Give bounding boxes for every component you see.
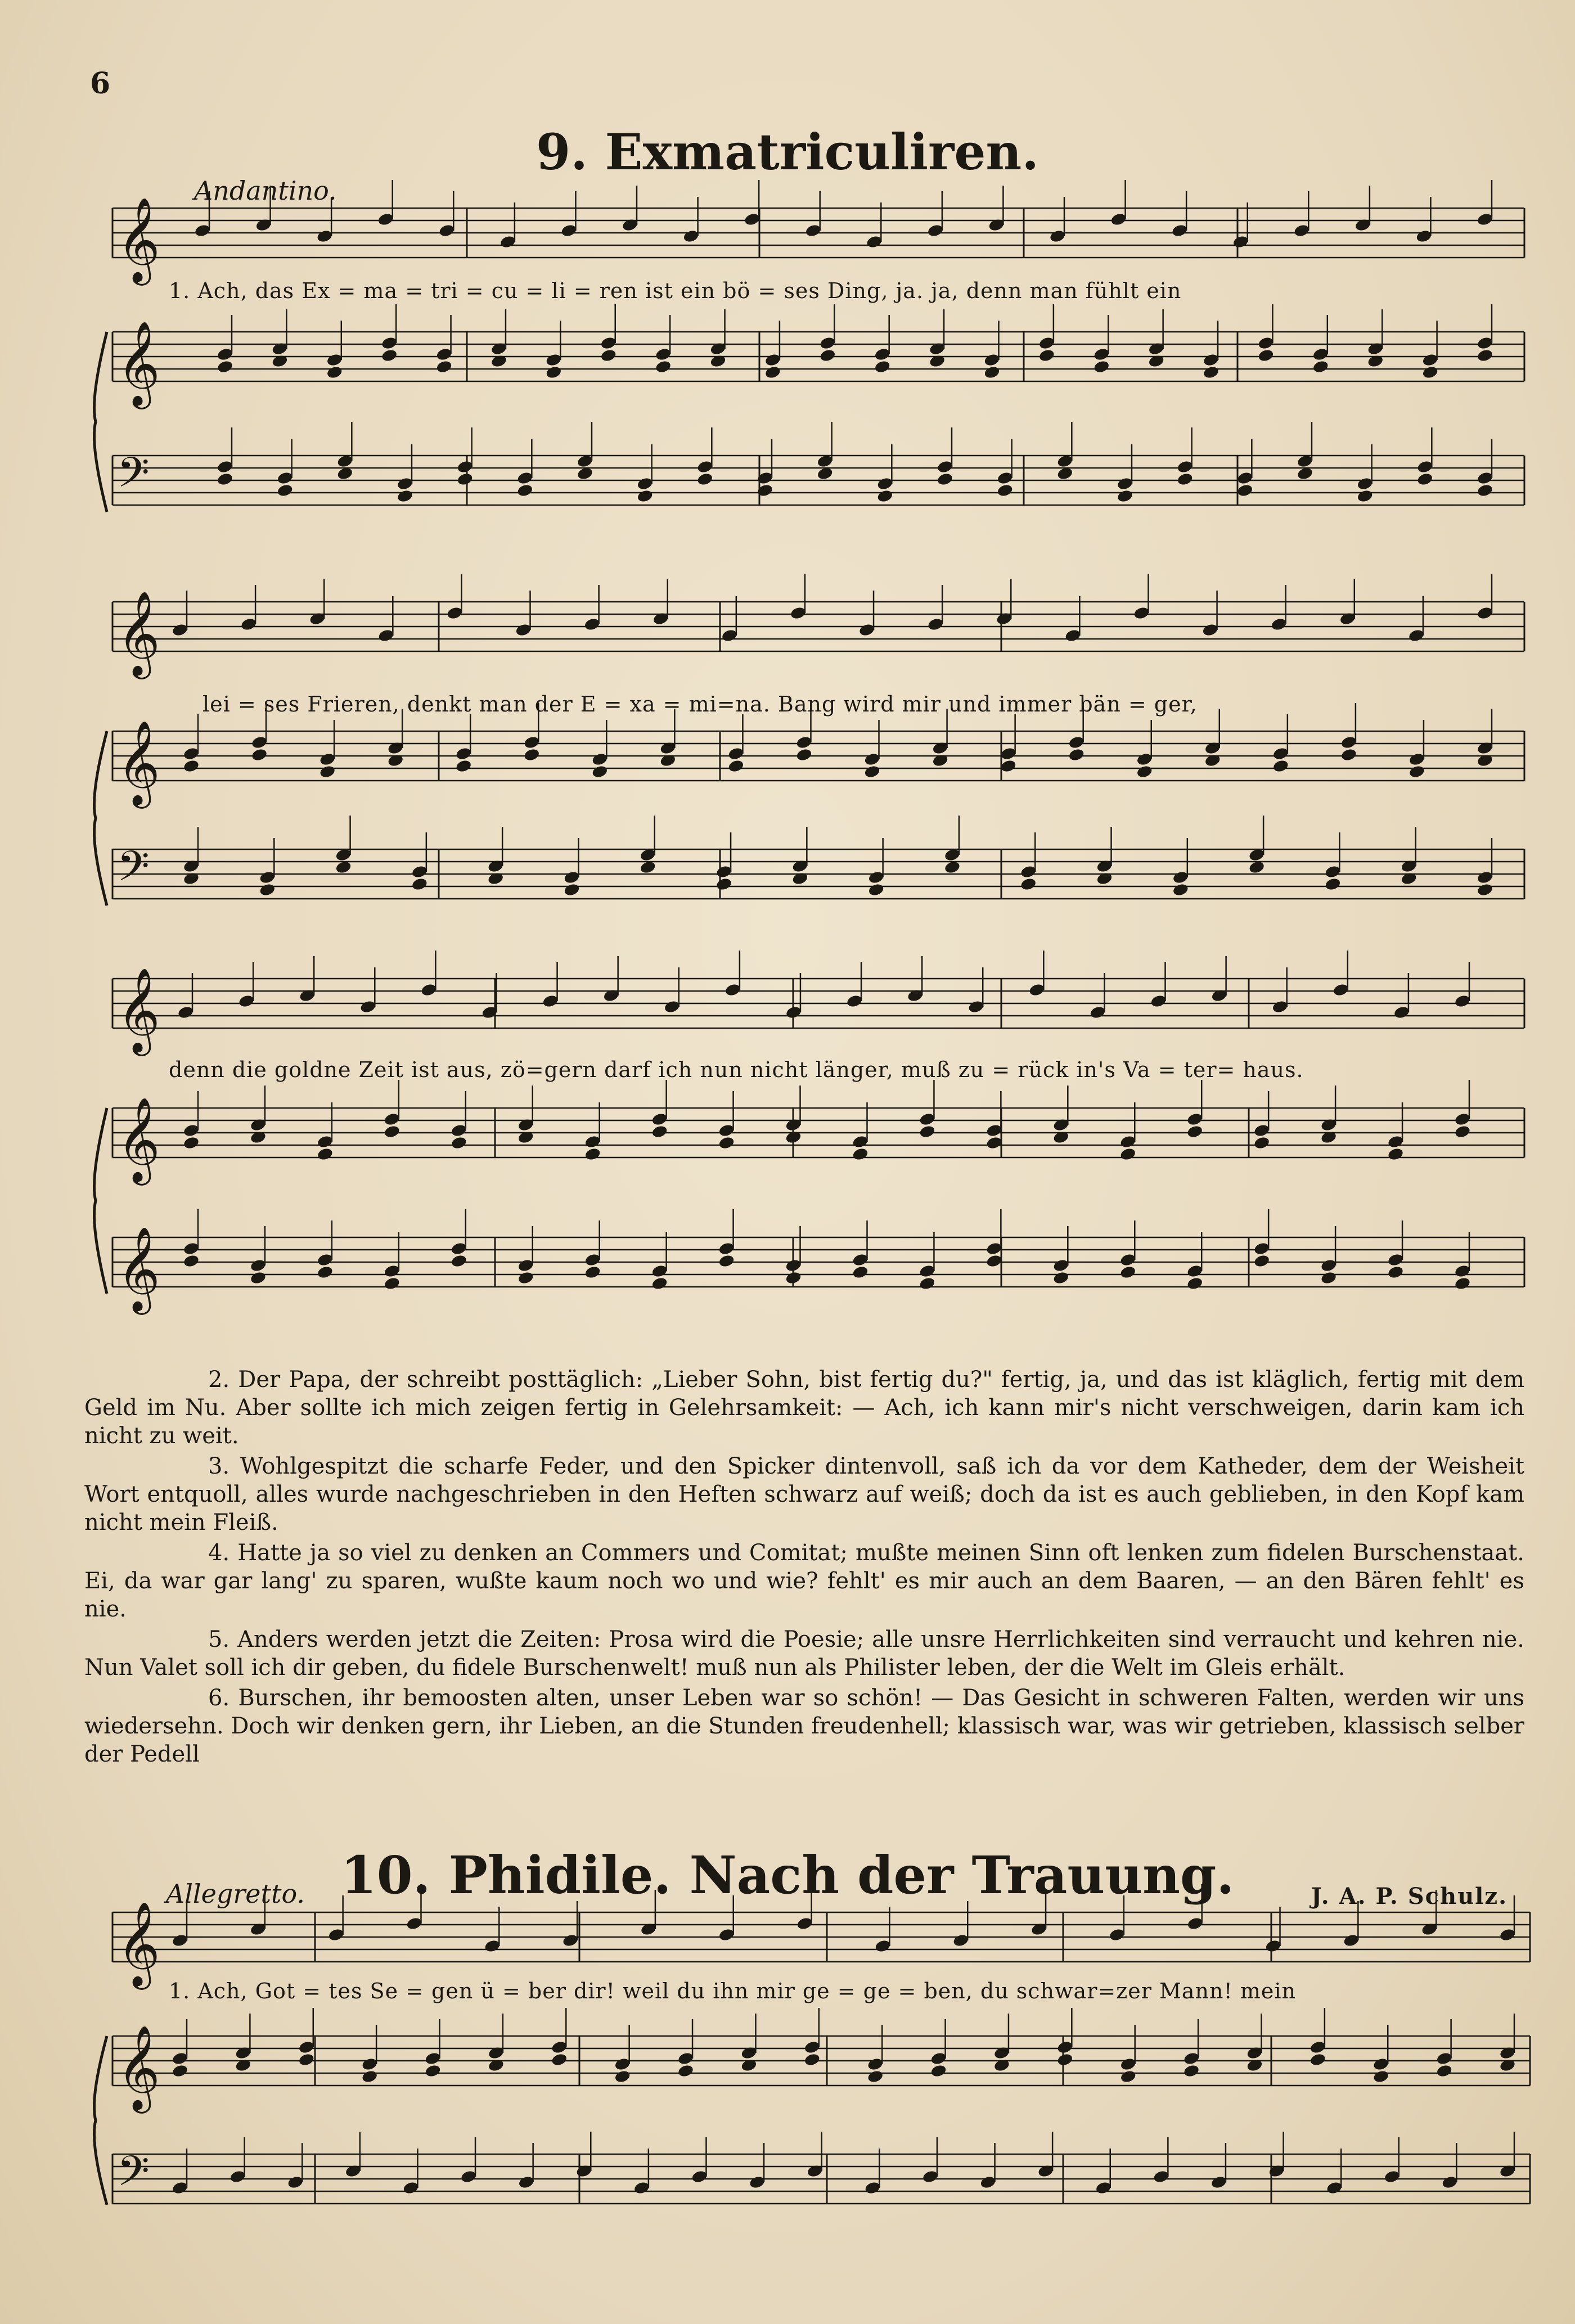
lyric-line-4: 1. Ach, Got = tes Se = gen ü = ber dir! weil du ihn mir ge = ge = ben, du schwar=zer Mann! mein <box>169 1979 1296 2003</box>
treble-clef-icon: 𝄞 <box>117 719 160 805</box>
verse-3: 3. Wohlgespitzt die scharfe Feder, und den Spicker dintenvoll, saß ich da vor dem Katheder, dem der Weisheit Wort entquoll, alles wurde nachgeschrieben in den Heften schwarz auf weiß; doch da ist es auch geblieben, in den Kopf kam nicht mein Fleiß. <box>84 1453 1524 1535</box>
music-system-3 <box>0 967 1575 1361</box>
bass-clef-icon: 𝄢 <box>117 2147 150 2206</box>
bass-notes <box>183 816 1494 897</box>
bass-staff <box>112 842 1524 901</box>
bass-staff <box>112 448 1524 507</box>
treble-clef-icon: 𝄞 <box>117 590 160 675</box>
treble-clef-icon: 𝄞 <box>117 196 160 282</box>
treble-clef-icon: 𝄞 <box>117 1096 160 1182</box>
voice-staff <box>112 967 1524 1056</box>
bass-clef-icon: 𝄢 <box>117 842 150 901</box>
music-system-1 <box>0 197 1575 591</box>
treble-notes <box>217 304 1494 380</box>
song-9-title: 9. Exmatriculiren. <box>536 123 1039 181</box>
bass-notes <box>172 2132 1516 2195</box>
piano-brace <box>94 1108 107 1294</box>
music-system-4 <box>0 1901 1575 2306</box>
song-10-tempo: Allegretto. <box>166 1879 305 1909</box>
verse-2: 2. Der Papa, der schreibt posttäglich: „Lieber Sohn, bist fertig du?" fertig, ja, und das ist kläglich, fertig mit dem Geld im Nu. Aber sollte ich mich zeigen fertig in Gelehrsamkeit: — Ach, ich kann mir's nicht verschweigen, darin kam ich nicht zu weit. <box>84 1367 1524 1449</box>
verse-4: 4. Hatte ja so viel zu denken an Commers und Comitat; mußte meinen Sinn oft lenken zum fidelen Burschenstaat. Ei, da war gar lang' zu sparen, wußte kaum noch wo und wie? fehlt' es mir auch an dem Baaren, — an den Bären fehlt' es nie. <box>84 1540 1524 1622</box>
bass-notes <box>217 422 1494 503</box>
piano-brace <box>94 332 107 512</box>
music-system-2 <box>0 591 1575 984</box>
piano-brace <box>94 2036 107 2205</box>
treble-clef-icon: 𝄞 <box>117 1900 160 1986</box>
piano-brace <box>94 731 107 906</box>
treble-clef-icon: 𝄞 <box>117 2024 160 2110</box>
page-number: 6 <box>90 66 111 101</box>
treble-notes <box>172 2008 1516 2084</box>
lyric-line-1: 1. Ach, das Ex = ma = tri = cu = li = ren ist ein bö = ses Ding, ja. ja, denn man fühlt ein <box>169 278 1182 303</box>
treble-clef-icon: 𝄞 <box>117 320 160 406</box>
song-10-title: 10. Phidile. Nach der Trauung. <box>340 1845 1235 1906</box>
voice-notes <box>194 180 1494 249</box>
bass-clef-icon: 𝄢 <box>117 448 150 507</box>
treble-staff <box>112 320 1524 409</box>
verse-6: 6. Burschen, ihr bemoosten alten, unser Leben war so schön! — Das Gesicht in schweren Falten, werden wir uns wiedersehn. Doch wir denken gern, ihr Lieben, an die Stunden freudenhell; klassisch war, was wir getrieben, klassisch selber der Pedell <box>84 1685 1524 1767</box>
lyric-line-2: lei = ses Frieren, denkt man der E = xa = mi=na. Bang wird mir und immer bän = ger, <box>202 692 1198 717</box>
song-9-tempo: Andantino. <box>194 175 337 206</box>
additional-verses <box>84 1366 1524 1771</box>
verse-5: 5. Anders werden jetzt die Zeiten: Prosa wird die Poesie; alle unsre Herrlichkeiten sind verraucht und kehren nie. Nun Valet soll ich dir geben, du fidele Burschenwelt! muß nun als Philister leben, der die Welt im Gleis erhält. <box>84 1627 1524 1681</box>
composer: J. A. P. Schulz. <box>1311 1883 1508 1909</box>
treble-clef-icon: 𝄞 <box>117 967 160 1052</box>
treble-clef-icon: 𝄞 <box>117 1226 160 1311</box>
treble-staff <box>112 2024 1530 2114</box>
lyric-line-3: denn die goldne Zeit ist aus, zö=gern darf ich nun nicht länger, muß zu = rück in's Va = ter= haus. <box>169 1057 1304 1082</box>
voice-staff <box>112 1900 1530 1990</box>
